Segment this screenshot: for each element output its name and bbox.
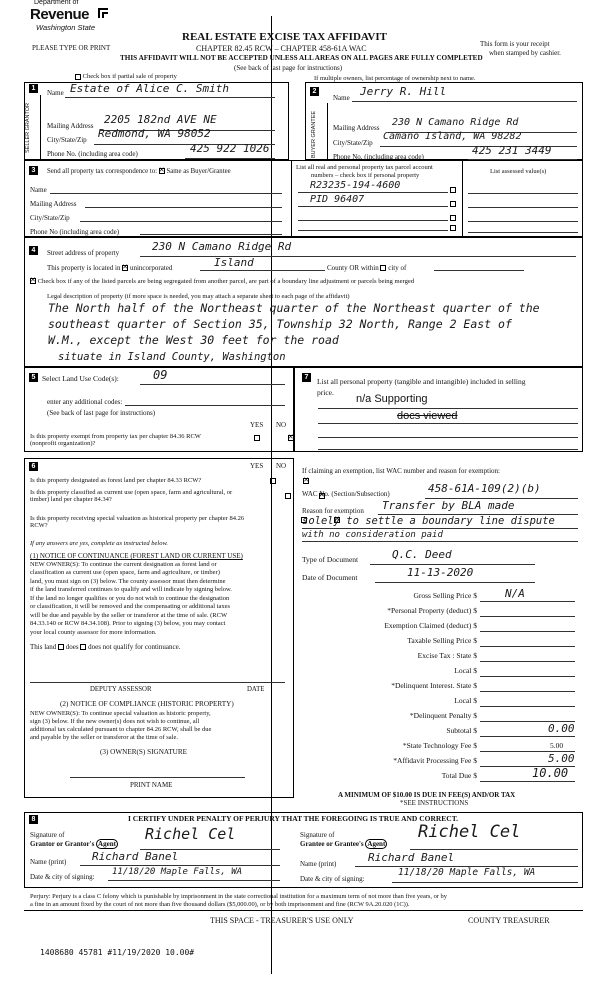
fee-label: *State Technology Fee $ xyxy=(402,741,477,750)
seller-phone[interactable]: 425 922 1026 xyxy=(190,142,270,155)
parcel-head-1: List all real and personal property tax parcel account xyxy=(296,164,433,171)
notice-1-line: 84.33.140 or RCW 84.34.108). Prior to signing (3) below, you may contact xyxy=(30,620,226,627)
fee-line xyxy=(480,736,575,737)
notice-1-title: (1) NOTICE OF CONTINUANCE (FOREST LAND OR CURRENT USE) xyxy=(30,552,243,560)
sec7-line xyxy=(318,423,578,424)
current-use-question: Is this property classified as current use (open space, farm and agricultural, or timber) land per chapter 84.34? xyxy=(30,489,233,504)
buyer-side-label: BUYER GRANTEE xyxy=(311,110,317,158)
notice-1-line: or classification, it will be removed and the compensating or additional taxes xyxy=(30,603,230,610)
notice-2-line: NEW OWNER(S): To continue special valuation as historic property, xyxy=(30,710,211,717)
grantor-date[interactable]: 11/18/20 Maple Falls, WA xyxy=(112,867,243,877)
grantee-name-label: Name (print) xyxy=(300,860,337,868)
qualify-label: qualify for continuance. xyxy=(113,643,181,651)
sec6-no: NO xyxy=(276,462,287,470)
assessed-line xyxy=(468,193,578,194)
does-checkbox[interactable] xyxy=(58,644,64,650)
owner-signature-line xyxy=(70,777,245,778)
reason-line[interactable]: with no consideration paid xyxy=(302,530,443,540)
sec3-phone: Phone No (including area code) xyxy=(30,228,120,236)
partial-sale-checkbox[interactable] xyxy=(75,74,81,80)
assessed-divider xyxy=(462,160,463,237)
land-use-code[interactable]: 09 xyxy=(153,368,168,382)
deputy-line xyxy=(30,682,285,683)
sec3-name: Name xyxy=(30,186,47,194)
additional-codes-line xyxy=(125,405,285,406)
buyer-city-label: City/State/Zip xyxy=(333,139,373,147)
forest-no-checkbox[interactable] xyxy=(303,478,309,484)
fee-row xyxy=(300,695,585,709)
notice-1-line: classification as current use (open space, farm and agriculture, or timber) xyxy=(30,569,220,576)
fee-label: *Personal Property (deduct) $ xyxy=(387,606,477,615)
seller-addr[interactable]: 2205 182nd AVE NE xyxy=(104,113,217,126)
revenue-logo-icon xyxy=(96,6,110,20)
grantor-signature[interactable]: Richel Cel xyxy=(145,825,236,843)
fee-label: Local $ xyxy=(454,696,477,705)
fee-label: Exemption Claimed (deduct) $ xyxy=(384,621,477,630)
see-instructions: *SEE INSTRUCTIONS xyxy=(400,799,469,807)
fee-line xyxy=(480,631,575,632)
fee-row xyxy=(300,665,585,679)
parcel-value[interactable]: PID 96407 xyxy=(310,194,365,205)
notice-2-line: and payable by the seller or transferor at the time of sale. xyxy=(30,734,178,741)
legal-line[interactable]: W.M., except the West 30 feet for the road xyxy=(48,333,339,347)
fee-label: Gross Selling Price $ xyxy=(413,591,477,600)
land-use-line xyxy=(140,384,285,385)
buyer-city[interactable]: Camano Island, WA 98282 xyxy=(383,131,522,142)
county-within xyxy=(327,264,406,272)
county-label: County OR within xyxy=(327,264,379,272)
seller-city-label: City/State/Zip xyxy=(47,136,87,144)
parcel-row xyxy=(298,180,458,194)
recording-stamp: 1408680 45781 #11/19/2020 10.00# xyxy=(40,948,195,957)
sec5-no: NO xyxy=(276,421,287,429)
sec3-mail-line xyxy=(85,207,282,208)
fee-value[interactable]: 5.00 xyxy=(550,741,564,750)
current-use-yes-checkbox[interactable] xyxy=(285,493,291,499)
grantee-date[interactable]: 11/18/20 Maple Falls, WA xyxy=(398,867,536,878)
sec3-label-text: Send all property tax correspondence to: xyxy=(47,168,158,175)
form-chapter: CHAPTER 82.45 RCW – CHAPTER 458-61A WAC xyxy=(196,44,367,53)
fee-row xyxy=(300,605,585,619)
sec3-name-line xyxy=(50,193,282,194)
forest-question: Is this property designated as forest land per chapter 84.33 RCW? xyxy=(30,477,202,484)
receipt-note-1: This form is your receipt xyxy=(480,40,550,48)
section-2-side-divider xyxy=(327,103,328,160)
grantee-sig-label-2 xyxy=(300,840,387,848)
county-value[interactable]: Island xyxy=(214,256,254,269)
fee-line xyxy=(480,676,575,677)
parcel-checkbox[interactable] xyxy=(450,201,456,207)
sec3-city: City/State/Zip xyxy=(30,214,70,222)
reason-rule xyxy=(378,514,578,515)
receipt-note-2: when stamped by cashier. xyxy=(489,49,561,57)
notice-2-line: sign (3) below. If the new owner(s) does not wish to continue, all xyxy=(30,718,200,725)
notice-1-line: will be due and payable by the seller or transferor at the time of sale. (RCW xyxy=(30,612,228,619)
wac-label: WAC No. (Section/Subsection) xyxy=(302,490,390,498)
unincorporated-label: unincorporated xyxy=(129,264,173,272)
located-label: This property is located in xyxy=(47,264,121,272)
parcel-line xyxy=(298,230,448,231)
fee-value[interactable]: 5.00 xyxy=(548,752,575,765)
section-6-number: 6 xyxy=(29,462,38,471)
fee-line xyxy=(480,661,575,662)
same-as-buyer-checkbox[interactable] xyxy=(159,168,165,174)
notice-2-line: additional tax calculated pursuant to chapter 84.26 RCW, shall be due xyxy=(30,726,212,733)
buyer-phone-label: Phone No. (including area code) xyxy=(333,153,424,161)
fee-line xyxy=(480,781,575,782)
wac-value[interactable]: 458-61A-109(2)(b) xyxy=(428,482,541,495)
exemption-label: If claiming an exemption, list WAC number and reason for exemption: xyxy=(302,467,500,475)
parcel-checkbox[interactable] xyxy=(450,225,456,231)
fee-row xyxy=(300,635,585,649)
section-3-divider xyxy=(291,160,292,237)
segregated-label: Check box if any of the listed parcels are being segregated from another parcel, are part of a boundary line adjustment or parcels being merged xyxy=(37,278,415,285)
county-line xyxy=(200,270,325,271)
sec7-value-2[interactable]: docs viewed xyxy=(397,410,458,422)
fee-label: *Affidavit Processing Fee $ xyxy=(393,756,477,765)
fee-label: Local $ xyxy=(454,666,477,675)
dept-of: Department of xyxy=(34,0,79,6)
notice-1-line: if the land transferred continues to qualify and will indicate by signing below. xyxy=(30,586,232,593)
partial-sale xyxy=(75,73,177,80)
doctype-line xyxy=(370,564,535,565)
grantee-sig-label-1: Signature of xyxy=(300,831,335,839)
city-checkbox[interactable] xyxy=(380,265,386,271)
if-any-yes: If any answers are yes, complete as instructed below. xyxy=(30,540,168,547)
same-as-buyer-label: Same as Buyer/Grantee xyxy=(166,168,231,175)
section-1-number: 1 xyxy=(29,84,38,93)
print-name-label: PRINT NAME xyxy=(130,781,173,789)
logo xyxy=(30,0,130,36)
perjury-line: Perjury: Perjury is a class C felony which is punishable by imprisonment in the state correctional institution for a maximum term of not more than five years, or by xyxy=(30,893,447,900)
seller-phone-line xyxy=(185,158,275,159)
assessed-line xyxy=(468,232,578,233)
buyer-addr[interactable]: 230 N Camano Ridge Rd xyxy=(392,117,519,128)
fee-label: Total Due $ xyxy=(441,771,477,780)
legal-line[interactable]: situate in Island County, Washington xyxy=(58,351,286,363)
sec3-city-line xyxy=(80,221,282,222)
reason-rule xyxy=(302,528,578,529)
this-land-label: This land xyxy=(30,643,57,651)
fee-row xyxy=(300,722,585,739)
docdate-label: Date of Document xyxy=(302,573,358,582)
unincorporated-checkbox[interactable] xyxy=(122,265,128,271)
parcel-value[interactable]: R23235-194-4600 xyxy=(310,180,401,191)
owner-signature-title: (3) OWNER(S) SIGNATURE xyxy=(100,748,188,756)
grantee-agent-circled: Agent xyxy=(367,840,386,848)
sec7-label-2: price. xyxy=(317,388,334,397)
legal-line[interactable]: southeast quarter of Section 35, Township 32 North, Range 2 East of xyxy=(48,317,512,331)
sec3-mail: Mailing Address xyxy=(30,200,77,208)
grantor-sig-label-text: Grantor or Grantor's xyxy=(30,840,95,848)
assessed-line xyxy=(468,221,578,222)
assessed-line xyxy=(468,207,578,208)
reason-line[interactable]: solely to settle a boundary line dispute xyxy=(302,515,555,527)
grantee-sig-line xyxy=(410,849,578,850)
multiple-owners: If multiple owners, list percentage of ownership next to name. xyxy=(314,75,476,82)
docdate-line xyxy=(375,582,535,583)
legal-label: Legal description of property (if more space is needed, you may attach a separate sheet to each page of the affidavit) xyxy=(47,293,350,300)
reason-label: Reason for exemption xyxy=(302,507,364,515)
does-not-checkbox[interactable] xyxy=(80,644,86,650)
grantee-sig-label-text: Grantee or Grantee's xyxy=(300,840,364,848)
fee-row xyxy=(300,740,585,754)
county-treasurer: COUNTY TREASURER xyxy=(468,916,550,925)
parcel-line xyxy=(298,192,448,193)
section-5-number: 5 xyxy=(29,373,38,382)
form-title: REAL ESTATE EXCISE TAX AFFIDAVIT xyxy=(182,31,387,43)
grantor-date-label: Date & city of signing: xyxy=(30,873,95,881)
forest-yes-checkbox[interactable] xyxy=(270,478,276,484)
sec6-yes: YES xyxy=(250,462,264,470)
section-1-side-divider xyxy=(40,95,41,160)
deputy-assessor: DEPUTY ASSESSOR xyxy=(90,686,152,693)
exempt-question: Is this property exempt from property tax per chapter 84.36 RCW (nonprofit organization)? xyxy=(30,433,201,448)
fee-label: *Delinquent Interest. State $ xyxy=(391,681,477,690)
parcel-head-2: numbers – check box if personal property xyxy=(311,172,420,179)
seller-name[interactable]: Estate of Alice C. Smith xyxy=(70,82,229,95)
fee-label: *Delinquent Penalty $ xyxy=(409,711,477,720)
city-of-label: city of xyxy=(388,264,407,272)
segregation-line xyxy=(30,278,414,286)
assessed-head: List assessed value(s) xyxy=(490,168,547,175)
fee-value[interactable]: 10.00 xyxy=(532,766,569,780)
parcel-checkbox[interactable] xyxy=(450,187,456,193)
grantee-signature[interactable]: Richel Cel xyxy=(418,822,521,842)
reason-rule xyxy=(302,541,578,542)
treasurer-use: THIS SPACE - TREASURER'S USE ONLY xyxy=(210,916,354,925)
grantee-name[interactable]: Richard Banel xyxy=(368,851,455,864)
seller-phone-label: Phone No. (including area code) xyxy=(47,150,138,158)
docdate-value[interactable]: 11-13-2020 xyxy=(407,566,474,579)
buyer-name-line xyxy=(352,101,577,102)
buyer-phone[interactable]: 425 231 3449 xyxy=(472,144,552,157)
notice-1-line: land, you must sign on (3) below. The county assessor must then determine xyxy=(30,578,226,585)
sec3-label xyxy=(47,168,231,176)
seller-name-label: Name xyxy=(47,89,64,97)
section-4-number: 4 xyxy=(29,246,38,255)
fee-row xyxy=(300,587,585,604)
grantor-name-line xyxy=(80,865,280,866)
sec5-yes: YES xyxy=(250,421,264,429)
form-notice: THIS AFFIDAVIT WILL NOT BE ACCEPTED UNLESS ALL AREAS ON ALL PAGES ARE FULLY COMPLETED xyxy=(120,54,483,62)
grantor-sig-label-1: Signature of xyxy=(30,831,65,839)
perjury-line: a fine in an amount fixed by the court of not more than five thousand dollars ($5,000.00), or by both imprisonment and fine (RCW 9A.20.020 (1C)). xyxy=(30,901,410,908)
located-line xyxy=(47,264,172,272)
grantee-date-line xyxy=(392,882,578,883)
grantor-agent-circled: Agent xyxy=(98,840,116,848)
city-of-line xyxy=(434,270,524,271)
buyer-addr-label: Mailing Address xyxy=(333,124,380,132)
fee-row xyxy=(300,710,585,724)
fee-row xyxy=(300,620,585,634)
grantor-sig-label-2 xyxy=(30,840,118,848)
buyer-name[interactable]: Jerry R. Hill xyxy=(360,85,447,98)
notice-1-line: If the land no longer qualifies or you do not wish to continue the designation xyxy=(30,595,230,602)
footer-rule xyxy=(24,910,583,911)
fee-line xyxy=(480,646,575,647)
grantor-name-label: Name (print) xyxy=(30,858,67,866)
section-2-number: 2 xyxy=(310,87,319,96)
parcel-row xyxy=(298,194,458,208)
section-7-number: 7 xyxy=(302,373,311,382)
revenue-logo-text: Revenue xyxy=(30,6,90,23)
this-land-line xyxy=(30,643,180,651)
seller-addr-label: Mailing Address xyxy=(47,122,94,130)
does-label: does xyxy=(65,643,79,651)
fee-line xyxy=(480,706,575,707)
legal-line[interactable]: The North half of the Northeast quarter of the Northeast quarter of the xyxy=(48,301,540,315)
sec7-line xyxy=(318,408,578,409)
doctype-label: Type of Document xyxy=(302,555,359,564)
parcel-row xyxy=(298,220,458,234)
washington-state: Washington State xyxy=(36,23,96,32)
sec7-value-1[interactable]: n/a Supporting xyxy=(356,393,428,405)
fee-row xyxy=(300,766,585,784)
fee-label: Excise Tax : State $ xyxy=(417,651,477,660)
reason-line[interactable]: Transfer by BLA made xyxy=(382,499,515,512)
buyer-name-label: Name xyxy=(333,94,350,102)
notice-1-line: your local county assessor for more information. xyxy=(30,629,157,636)
deputy-date: DATE xyxy=(247,686,265,693)
fee-line xyxy=(480,616,575,617)
fee-row xyxy=(300,650,585,664)
fee-value[interactable]: N/A xyxy=(505,587,525,600)
grantor-name[interactable]: Richard Banel xyxy=(92,850,179,863)
fee-label: Taxable Selling Price $ xyxy=(407,636,477,645)
seller-city[interactable]: Redmond, WA 98052 xyxy=(98,127,211,140)
grantor-date-line xyxy=(108,880,280,881)
notice-2-title: (2) NOTICE OF COMPLIANCE (HISTORIC PROPERTY) xyxy=(60,700,234,708)
segregated-checkbox[interactable] xyxy=(30,278,36,284)
fee-label: Subtotal $ xyxy=(446,726,477,735)
fee-value[interactable]: 0.00 xyxy=(548,722,575,735)
minimum-note: A MINIMUM OF $10.00 IS DUE IN FEE(S) AND/OR TAX xyxy=(338,791,516,799)
fee-line xyxy=(480,691,575,692)
certify: I CERTIFY UNDER PENALTY OF PERJURY THAT THE FOREGOING IS TRUE AND CORRECT. xyxy=(128,814,459,823)
fee-row xyxy=(300,680,585,694)
section-3-number: 3 xyxy=(29,166,38,175)
land-use-label: Select Land Use Code(s): xyxy=(42,374,119,383)
street-value[interactable]: 230 N Camano Ridge Rd xyxy=(152,240,292,253)
section-6-box xyxy=(24,458,294,798)
exempt-no-checkbox[interactable] xyxy=(288,435,294,441)
additional-codes-label: enter any additional codes: xyxy=(47,398,123,406)
seller-side-label: SELLER GRANTOR xyxy=(25,102,31,154)
street-line xyxy=(140,256,576,257)
sec5-seeback: (See back of last page for instructions) xyxy=(47,409,156,417)
seller-name-line xyxy=(65,97,275,98)
parcel-line xyxy=(298,206,448,207)
sec3-phone-line xyxy=(140,234,282,235)
doctype-value[interactable]: Q.C. Deed xyxy=(392,548,452,561)
does-not-label: does not xyxy=(88,643,112,651)
fee-table xyxy=(300,587,585,780)
sec7-line xyxy=(318,449,578,450)
notice-1-line: NEW OWNER(S): To continue the current designation as forest land or xyxy=(30,561,217,568)
sec7-line xyxy=(318,437,578,438)
street-label: Street address of property xyxy=(47,249,120,257)
exempt-yes-checkbox[interactable] xyxy=(254,435,260,441)
fee-line xyxy=(480,601,575,602)
historic-question: Is this property receiving special valuation as historical property per chapter 84.26 RCW? xyxy=(30,515,245,530)
sec7-label-1: List all personal property (tangible and intangible) included in selling xyxy=(317,377,526,386)
partial-sale-label: Check box if partial sale of property xyxy=(82,73,177,80)
section-8-number: 8 xyxy=(29,815,38,824)
grantee-date-label: Date & city of signing: xyxy=(300,875,365,883)
see-back: (See back of last page for instructions) xyxy=(234,64,343,72)
please-type: PLEASE TYPE OR PRINT xyxy=(32,44,111,52)
